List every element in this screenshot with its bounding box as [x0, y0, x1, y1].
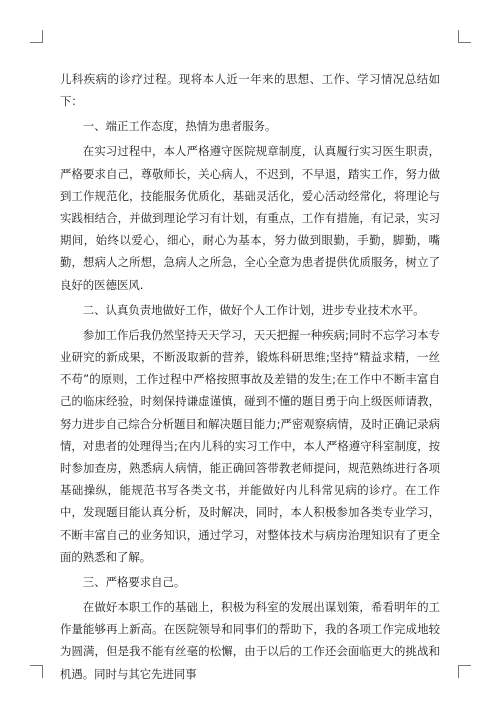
- paragraph-intro: 儿科疾病的诊疗过程。现将本人近一年来的思想、工作、学习情况总结如下：: [60, 72, 440, 109]
- paragraph-section-2: 参加工作后我仍然坚持天天学习，天天把握一种疾病;同时不忘学习本专业研究的新成果，不断汲取新的营养，锻炼科研思维;坚持“精益求精，一丝不苟”的原则，工作过程中严格按照事故及差错的发生;在工作中不断丰富自己的临床经验，时刻保持谦虚谨慎，碰到不懂的题目勇于向上级医师请教，努力进步自己综合分析题目和解决题目能力;严密观察病情，及时正确记录病情，对患者的处理得当;在内儿科的实习工作中，本人严格遵守科室制度，按时参加查房，熟悉病人病情，能正确回答带教老师提问，规范熟练进行各项基础操纵，能规范书写各类文书，并能做好内儿科常见病的诊疗。在工作中，发现题目能认真分析，及时解决，同时，本人积极参加各类专业学习，不断丰富自己的业务知识，通过学习，对整体技术与病房治理知识有了更全面的熟悉和了解。: [60, 327, 440, 564]
- section-heading-3: 三、严格要求自己。: [82, 574, 186, 589]
- document-body: [60, 68, 440, 685]
- section-heading-2: 二、认真负责地做好工作，做好个人工作计划，进步专业技术水平。: [82, 302, 425, 317]
- crop-mark-top-left: [30, 30, 43, 43]
- crop-mark-top-right: [458, 30, 471, 43]
- paragraph-section-1: 在实习过程中，本人严格遵守医院规章制度，认真履行实习医生职责，严格要求自己，尊敬师长，关心病人，不迟到，不早退，踏实工作，努力做到工作规范化，技能服务优质化，基础灵活化，爱心活动经常化，将理论与实践相结合，并做到理论学习有计划，有重点，工作有措施，有记录，实习期间，始终以爱心，细心，耐心为基本，努力做到眼勤，手勤，脚勤，嘴勤，想病人之所想，急病人之所急，全心全意为患者提供优质服务，树立了良好的医德医风.: [60, 144, 440, 292]
- paragraph-section-3: 在做好本职工作的基础上，积极为科室的发展出谋划策，希看明年的工作量能够再上新高。在医院领导和同事们的帮助下，我的各项工作完成地较为圆满，但是我不能有丝毫的松懈，由于以后的工作还会面临更大的挑战和机遇。同时与其它先进同事: [60, 600, 440, 681]
- section-heading-1: 一、端正工作态度，热情为患者服务。: [82, 119, 277, 134]
- crop-mark-bottom-right: [458, 665, 471, 678]
- crop-mark-bottom-left: [30, 665, 43, 678]
